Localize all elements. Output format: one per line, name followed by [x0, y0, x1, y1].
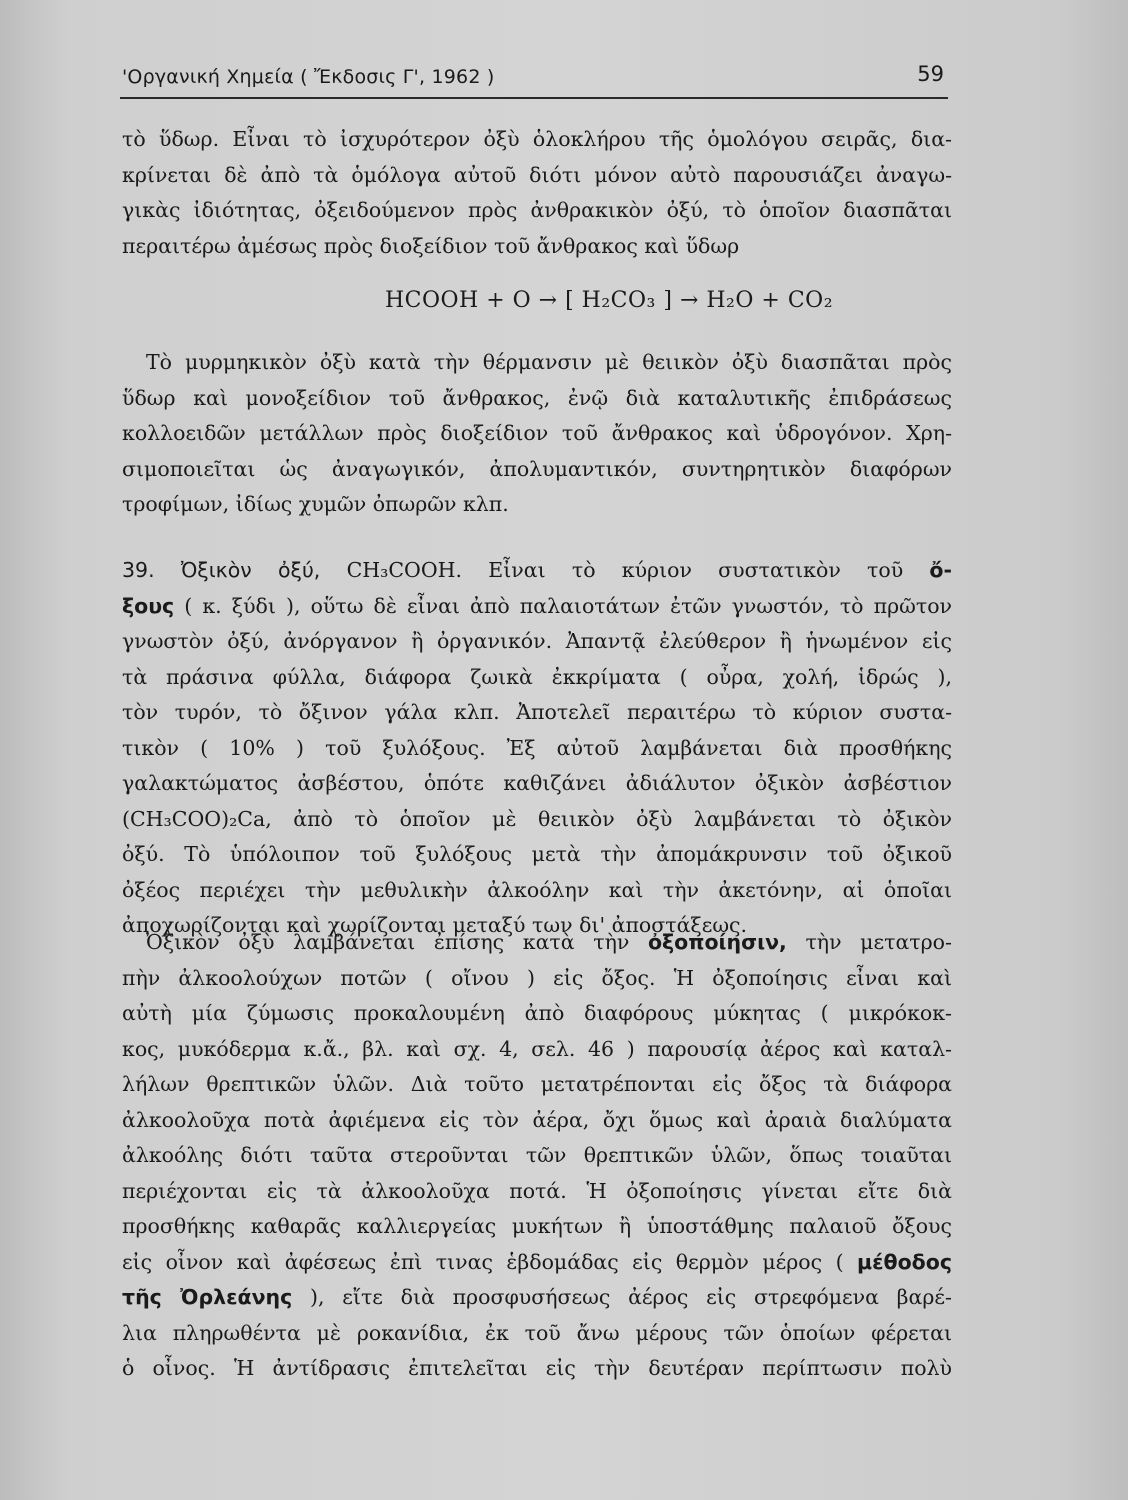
page-number: 59 — [917, 62, 944, 86]
paragraph-formic-acid — [122, 345, 952, 523]
text-segment: Εἶναι τὸ κύριον συστατικὸν τοῦ — [488, 558, 904, 582]
bold-term: τῆς Ὀρλεάνης — [122, 1285, 293, 1309]
text-line: κος, μυκόδερμα κ.ἄ., βλ. καὶ σχ. 4, σελ. 46 ) παρουσίᾳ ἀέρος καὶ καταλ- — [122, 1036, 952, 1061]
text-line — [122, 925, 952, 961]
text-line: περιέχονται εἰς τὰ ἀλκοολοῦχα ποτά. Ἡ ὀξοποίησις γίνεται εἴτε διὰ — [122, 1178, 952, 1203]
text-line: ὀξύ. Τὸ ὑπόλοιπον τοῦ ξυλόξους μετὰ τὴν ἀπομάκρυνσιν τοῦ ὀξικοῦ — [122, 842, 952, 866]
bold-term: ὀξοποίησιν, — [647, 930, 787, 954]
text-line: ὁ οἶνος. Ἡ ἀντίδρασις ἐπιτελεῖται εἰς τὴν δευτέραν περίπτωσιν πολὺ — [122, 1356, 952, 1380]
text-line: αὐτὴ μία ζύμωσις προκαλουμένη ἀπὸ διαφόρους μύκητας ( μικρόκοκ- — [122, 1001, 952, 1025]
bold-term: μέθοδος — [857, 1249, 952, 1274]
text-segment: ), εἴτε διὰ προσφυσήσεως ἀέρος εἰς στρεφόμενα βαρέ- — [310, 1285, 952, 1309]
text-line: (CH₃COO)₂Ca, ἀπὸ τὸ ὁποῖον μὲ θειικὸν ὀξὺ λαμβάνεται τὸ ὀξικὸν — [122, 806, 952, 831]
text-line: γαλακτώματος ἀσβέστου, ὁπότε καθιζάνει ἀδιάλυτον ὀξικὸν ἀσβέστιον — [122, 771, 952, 795]
text-segment: Ὀξικὸν ὀξὺ λαμβάνεται ἐπίσης κατὰ τὴν — [146, 930, 630, 954]
text-line: τικὸν ( 10% ) τοῦ ξυλόξους. Ἐξ αὐτοῦ λαμβάνεται διὰ προσθήκης — [122, 735, 952, 760]
chemical-equation: HCOOH + O → [ H₂CO₃ ] → H₂O + CO₂ — [384, 288, 834, 313]
running-header — [122, 62, 948, 94]
text-line: τὸν τυρόν, τὸ ὄξινον γάλα κλπ. Ἀποτελεῖ περαιτέρω τὸ κύριον συστα- — [122, 700, 952, 724]
text-line: περαιτέρω ἀμέσως πρὸς διοξείδιον τοῦ ἄνθρακος καὶ ὕδωρ — [122, 233, 740, 258]
paragraph-continuation — [122, 122, 952, 264]
text-line: ὕδωρ καὶ μονοξείδιον τοῦ ἄνθρακος, ἐνῷ διὰ καταλυτικῆς ἐπιδράσεως — [122, 385, 952, 410]
text-line: Τὸ μυρμηκικὸν ὀξὺ κατὰ τὴν θέρμανσιν μὲ θειικὸν ὀξὺ διασπᾶται πρὸς — [146, 350, 952, 374]
header-title: 'Οργανική Χημεία ( Ἔκδοσις Γ', 1962 ) — [122, 66, 495, 88]
text-line: γικὰς ἰδιότητας, ὀξειδούμενον πρὸς ἀνθρακικὸν ὀξύ, τὸ ὁποῖον διασπᾶται — [122, 198, 952, 222]
text-line: πὴν ἀλκοολούχων ποτῶν ( οἴνου ) εἰς ὄξος. Ἡ ὀξοποίησις εἶναι καὶ — [122, 965, 952, 990]
text-line — [122, 589, 952, 625]
text-line: σιμοποιεῖται ὡς ἀναγωγικόν, ἀπολυμαντικόν, συντηρητικὸν διαφόρων — [122, 456, 952, 481]
text-line: τὸ ὕδωρ. Εἶναι τὸ ἰσχυρότερον ὀξὺ ὁλοκλήρου τῆς ὁμολόγου σειρᾶς, δια- — [122, 127, 952, 151]
formula: CH₃COOH. — [346, 558, 463, 582]
text-line: προσθήκης καθαρᾶς καλλιεργείας μυκήτων ἢ ὑποστάθμης παλαιοῦ ὄξους — [122, 1214, 952, 1238]
paragraph-acetification — [122, 925, 952, 1387]
bold-term: ξους — [122, 593, 175, 618]
bold-term: ὄ- — [929, 558, 952, 582]
text-line: λήλων θρεπτικῶν ὑλῶν. Διὰ τοῦτο μετατρέπονται εἰς ὄξος τὰ διάφορα — [122, 1072, 952, 1096]
text-line: λια πληρωθέντα μὲ ροκανίδια, ἐκ τοῦ ἄνω μέρους τῶν ὁποίων φέρεται — [122, 1320, 952, 1345]
text-line: τὰ πράσινα φύλλα, διάφορα ζωικὰ ἐκκρίματα ( οὖρα, χολή, ἱδρώς ), — [122, 664, 952, 689]
section-heading-line — [122, 553, 952, 589]
text-line: ὀξέος περιέχει τὴν μεθυλικὴν ἀλκοόλην καὶ τὴν ἀκετόνην, αἱ ὁποῖαι — [122, 877, 952, 902]
text-line: κρίνεται δὲ ἀπὸ τὰ ὁμόλογα αὐτοῦ διότι μόνον αὐτὸ παρουσιάζει ἀναγω- — [122, 162, 952, 187]
text-line — [122, 1245, 952, 1281]
header-rule — [120, 97, 948, 99]
section-acetic-acid — [122, 553, 952, 944]
text-line — [122, 1280, 952, 1316]
text-line: κολλοειδῶν μετάλλων πρὸς διοξείδιον τοῦ ἄνθρακος καὶ ὑδρογόνον. Χρη- — [122, 421, 952, 445]
text-line: ἀλκοόλης διότι ταῦτα στεροῦνται τῶν θρεπτικῶν ὑλῶν, ὅπως τοιαῦται — [122, 1143, 952, 1167]
text-segment: τὴν μετατρο- — [805, 930, 952, 954]
section-heading: 39. Ὀξικὸν ὀξύ, — [122, 558, 321, 582]
text-line: τροφίμων, ἰδίως χυμῶν ὀπωρῶν κλπ. — [122, 492, 509, 516]
text-line: γνωστὸν ὀξύ, ἀνόργανον ἢ ὀργανικόν. Ἀπαντᾷ ἐλεύθερον ἢ ἡνωμένον εἰς — [122, 629, 952, 653]
text-line: ἀποχωρίζονται καὶ χωρίζονται μεταξύ των δι' ἀποστάξεως. — [122, 913, 748, 937]
text-line: ἀλκοολοῦχα ποτὰ ἀφιέμενα εἰς τὸν ἀέρα, ὄχι ὅμως καὶ ἀραιὰ διαλύματα — [122, 1107, 952, 1132]
text-segment: εἰς οἶνον καὶ ἀφέσεως ἐπὶ τινας ἑβδομάδας εἰς θερμὸν μέρος ( — [122, 1249, 844, 1274]
text-segment: ( κ. ξύδι ), οὕτω δὲ εἶναι ἀπὸ παλαιοτάτων ἐτῶν γνωστόν, τὸ πρῶτον — [184, 593, 952, 618]
